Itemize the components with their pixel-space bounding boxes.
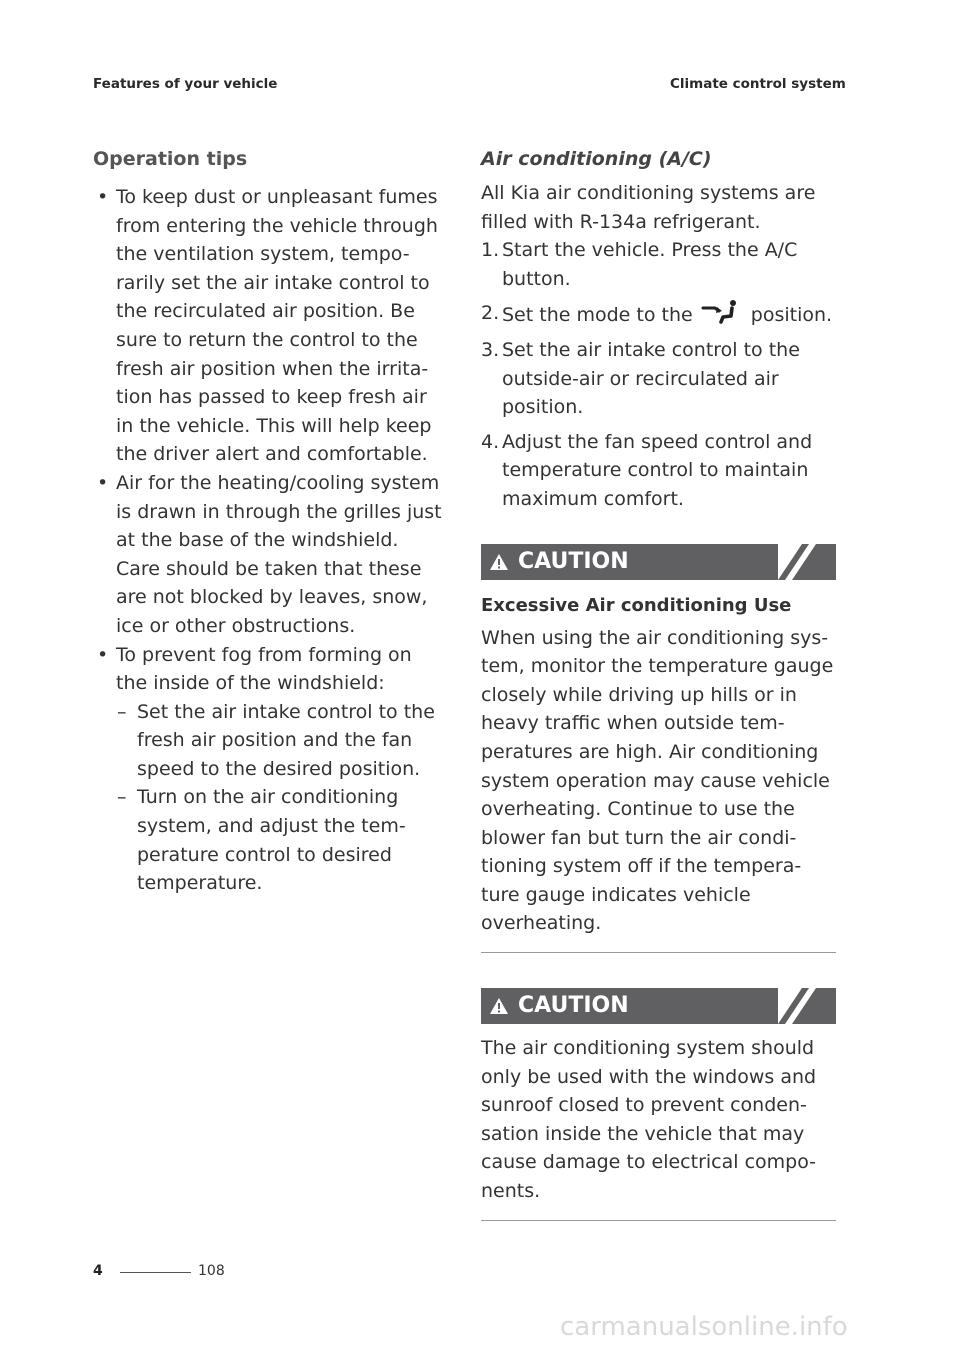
divider	[481, 952, 836, 953]
warning-triangle-icon	[489, 996, 509, 1016]
list-item: 1. Start the vehicle. Press the A/C button.	[481, 239, 798, 290]
running-header-right: Climate control system	[670, 76, 846, 92]
section-number: 4	[93, 1263, 103, 1279]
diagonal-stripes-icon	[778, 988, 836, 1024]
diagonal-stripes-icon	[778, 544, 836, 580]
list-item: • To keep dust or unpleasant fumes from entering the vehicle through the ventilation system, tempo-rarily set the air intake control to the recirculated air position. Be sure to return the control to the fresh air position when the irrita-tion has passed to keep fresh air in the vehicle. This will help keep the driver alert and comfortable.	[93, 183, 448, 469]
page-number: 108	[198, 1263, 225, 1279]
watermark: carmanualsonline.info	[560, 1312, 848, 1342]
fog-prevention-sublist	[116, 698, 448, 898]
caution-label: CAUTION	[518, 993, 629, 1019]
list-item: 3. Set the air intake control to the outside-air or recirculated air position.	[481, 338, 800, 419]
dash-icon: –	[117, 786, 127, 809]
caution-title: Excessive Air conditioning Use	[481, 594, 792, 616]
floor-mode-icon	[699, 299, 745, 325]
left-column	[93, 145, 448, 898]
bullet-icon: •	[97, 471, 109, 494]
bullet-icon: •	[97, 186, 109, 208]
operation-tips-list	[93, 183, 448, 898]
running-header-left: Features of your vehicle	[93, 76, 278, 92]
caution-body: When using the air conditioning sys-tem, monitor the temperature gauge closely while driving up hills or in heavy traffic when outside tem-peratures are high. Air conditioning system operation may cause vehicle overheating. Continue to use the blower fan but turn the air condi-tioning system off if the tempera-ture gauge indicates vehicle overheating.	[481, 626, 834, 935]
caution-body: The air conditioning system should only be used with the windows and sunroof closed to prevent conden-sation inside the vehicle that may cause damage to electrical compo-nents.	[481, 1037, 817, 1203]
list-item: 4. Adjust the fan speed control and temperature control to maintain maximum comfort.	[481, 430, 813, 510]
list-item: • To prevent fog from forming on the inside of the windshield: – Set the air intake control to the fresh air position and the fan speed to the desired position. – Turn on the air conditioning system, and adjust the tem-perature control to desired temperature.	[93, 641, 448, 898]
list-item: 2. Set the mode to the position.	[481, 299, 836, 330]
caution-label: CAUTION	[518, 548, 629, 574]
operation-tips-heading: Operation tips	[93, 148, 248, 170]
divider	[481, 1220, 836, 1221]
list-item: – Set the air intake control to the fresh air position and the fan speed to the desired position.	[116, 698, 448, 784]
ac-steps-list	[481, 236, 836, 513]
ac-intro: All Kia air conditioning systems are filled with R-134a refrigerant.	[481, 182, 816, 233]
caution-banner	[481, 988, 836, 1024]
list-item: • Air for the heating/cooling system is drawn in through the grilles just at the base of the windshield. Care should be taken that these are not blocked by leaves, snow, ice or other obstructions.	[93, 469, 448, 641]
list-item: – Turn on the air conditioning system, and adjust the tem-perature control to desired temperature.	[116, 783, 448, 897]
air-conditioning-heading: Air conditioning (A/C)	[481, 148, 712, 170]
warning-triangle-icon	[489, 552, 509, 572]
footer-rule	[120, 1272, 191, 1273]
caution-banner	[481, 544, 836, 580]
bullet-icon: •	[97, 643, 109, 666]
right-column	[481, 145, 836, 1221]
dash-icon: –	[117, 700, 127, 723]
